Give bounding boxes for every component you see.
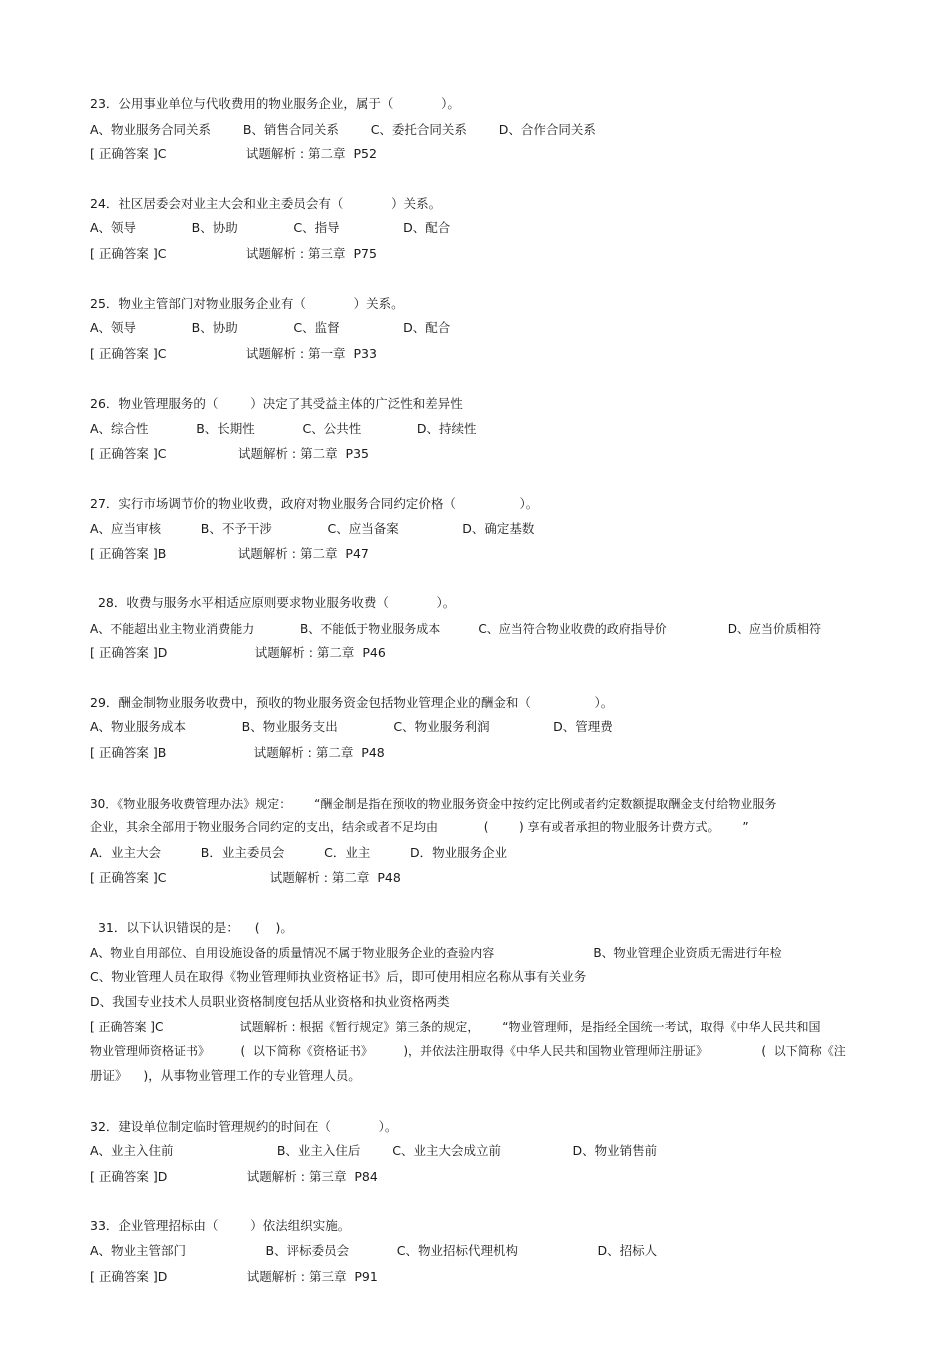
q33-answer: [ 正确答案 ]D 试题解析 : 第三章 P91	[90, 1269, 378, 1284]
q24-options: A、领导 B、协助 C、指导 D、配合	[90, 220, 451, 235]
q26-answer: [ 正确答案 ]C 试题解析 : 第二章 P35	[90, 446, 369, 461]
q26-options: A、综合性 B、长期性 C、公共性 D、持续性	[90, 421, 477, 436]
q29-answer: [ 正确答案 ]B 试题解析 : 第二章 P48	[90, 745, 385, 760]
q23-stem: 23．公用事业单位与代收费用的物业服务企业，属于（ ）。	[90, 96, 460, 111]
q23-answer: [ 正确答案 ]C 试题解析 : 第二章 P52	[90, 146, 377, 161]
q32-answer: [ 正确答案 ]D 试题解析 : 第三章 P84	[90, 1169, 378, 1184]
q26-stem: 26．物业管理服务的（ ）决定了其受益主体的广泛性和差异性	[90, 396, 463, 411]
q33-stem: 33．企业管理招标由（ ）依法组织实施。	[90, 1218, 351, 1233]
q31-option-ab: A、物业自用部位、自用设施设备的质量情况不属于物业服务企业的查验内容 B、物业管理企业资质无需进行年检	[90, 946, 782, 960]
q27-stem: 27．实行市场调节价的物业收费，政府对物业服务合同约定价格（ ）。	[90, 496, 539, 511]
q25-answer: [ 正确答案 ]C 试题解析 : 第一章 P33	[90, 346, 377, 361]
q25-stem: 25．物业主管部门对物业服务企业有（ ）关系。	[90, 296, 404, 311]
q30-stem-line2: 企业，其余全部用于物业服务合同约定的支出，结余或者不足均由 ( ) 享有或者承担的物业服务计费方式。 ”	[90, 820, 749, 834]
q28-options: A、不能超出业主物业消费能力 B、不能低于物业服务成本 C、应当符合物业收费的政府指导价 D、应当价质相符	[90, 622, 822, 636]
q31-option-c: C、物业管理人员在取得《物业管理师执业资格证书》后，即可使用相应名称从事有关业务	[90, 969, 587, 984]
q30-answer: [ 正确答案 ]C 试题解析 : 第二章 P48	[90, 870, 401, 885]
q30-stem-line1: 30．《物业服务收费管理办法》规定： “酬金制是指在预收的物业服务资金中按约定比例或者约定数额提取酬金支付给物业服务	[90, 797, 777, 811]
q33-options: A、物业主管部门 B、评标委员会 C、物业招标代理机构 D、招标人	[90, 1243, 658, 1258]
q25-options: A、领导 B、协助 C、监督 D、配合	[90, 320, 451, 335]
q31-answer-line3: 册证》 )，从事物业管理工作的专业管理人员。	[90, 1068, 361, 1083]
q23-options: A、物业服务合同关系 B、销售合同关系 C、委托合同关系 D、合作合同关系	[90, 122, 596, 137]
q29-options: A、物业服务成本 B、物业服务支出 C、物业服务利润 D、管理费	[90, 719, 613, 734]
q32-options: A、业主入住前 B、业主入住后 C、业主大会成立前 D、物业销售前	[90, 1143, 658, 1158]
q31-answer-line2: 物业管理师资格证书》 ( 以下简称《资格证书》 )，并依法注册取得《中华人民共和国物业管理师注册证》 ( 以下简称《注	[90, 1044, 846, 1058]
q27-options: A、应当审核 B、不予干涉 C、应当备案 D、确定基数	[90, 521, 535, 536]
q24-answer: [ 正确答案 ]C 试题解析 : 第三章 P75	[90, 246, 377, 261]
q27-answer: [ 正确答案 ]B 试题解析 : 第二章 P47	[90, 546, 369, 561]
q29-stem: 29．酬金制物业服务收费中，预收的物业服务资金包括物业管理企业的酬金和（ ）。	[90, 695, 614, 710]
q31-answer-line1: [ 正确答案 ]C 试题解析 : 根据《暂行规定》第三条的规定， “物业管理师，是指经全国统一考试，取得《中华人民共和国	[90, 1020, 821, 1034]
q30-options: A．业主大会 B．业主委员会 C．业主 D．物业服务企业	[90, 845, 508, 860]
q31-stem: 31．以下认识错误的是： ( )。	[90, 920, 293, 935]
q28-answer: [ 正确答案 ]D 试题解析 : 第二章 P46	[90, 645, 386, 660]
q32-stem: 32．建设单位制定临时管理规约的时间在（ ）。	[90, 1119, 398, 1134]
q28-stem: 28．收费与服务水平相适应原则要求物业服务收费（ ）。	[90, 595, 456, 610]
q24-stem: 24．社区居委会对业主大会和业主委员会有（ ）关系。	[90, 196, 442, 211]
q31-option-d: D、我国专业技术人员职业资格制度包括从业资格和执业资格两类	[90, 994, 450, 1009]
